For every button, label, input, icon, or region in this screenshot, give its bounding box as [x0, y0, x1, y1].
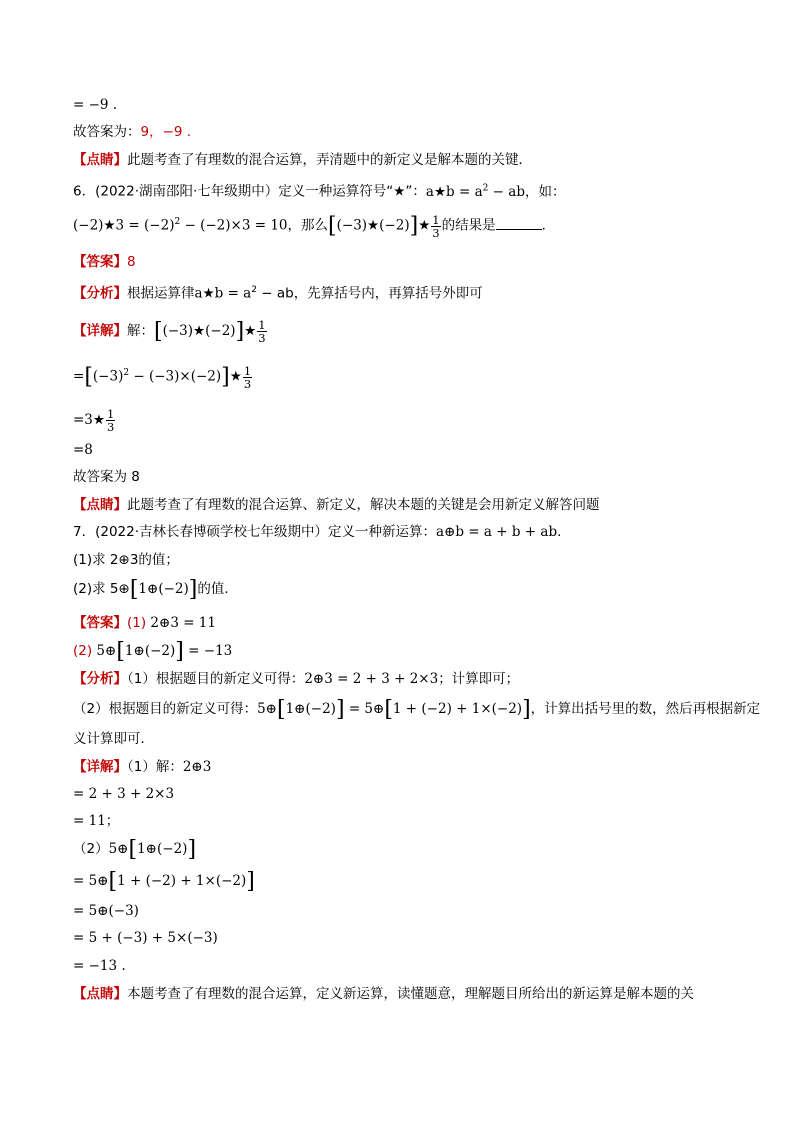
q7-detail-5: [73, 869, 754, 894]
q6-answer: [73, 253, 754, 271]
tag-dianjing: 【点睛】: [73, 152, 127, 168]
question-6-line-2: [73, 213, 754, 239]
q6-step-1: [73, 364, 754, 390]
superscript: 2: [174, 217, 181, 227]
tag-analysis: 【分析】: [73, 671, 127, 687]
denominator: 3: [258, 331, 266, 345]
q7-detail-8: = −13 .: [73, 958, 126, 974]
q6-final-answer: 故答案为 8: [73, 469, 140, 485]
analysis-text: − ab，先算括号内，再算括号外即可: [256, 285, 483, 302]
tag-answer: 【答案】: [73, 615, 127, 631]
expr: 1⊕(−2): [138, 581, 189, 597]
answer-expr: 2⊕3 = 11: [150, 615, 216, 631]
analysis-text: ，计算出括号里的数，然后再根据新定: [530, 701, 761, 717]
tag-dianjing: 【点睛】: [73, 497, 127, 513]
detail-text: 解：: [127, 323, 154, 339]
q7-detail-4: [73, 837, 754, 862]
fraction-one-third: [243, 365, 252, 390]
detail-text: （1）解：: [127, 759, 183, 775]
analysis-text: （2）根据题目的新定义可得：: [73, 701, 258, 717]
q7-part2-text: 的值．: [197, 581, 238, 597]
left-bracket: [: [277, 697, 286, 722]
tag-detail: 【详解】: [73, 323, 127, 339]
q6-def-part: a★b = a: [425, 183, 483, 200]
fraction-one-third: [106, 408, 115, 433]
q6-result-text: 的结果是: [441, 217, 496, 234]
left-bracket: [: [129, 577, 139, 602]
expr: (−3): [92, 368, 124, 385]
q6-def-part: − ab，如：: [488, 183, 566, 200]
answer-expr: 5⊕: [96, 643, 117, 659]
expr: (−3)★(−2): [162, 323, 236, 339]
q7-answer-2: [73, 639, 754, 664]
analysis-text: 根据运算律: [127, 285, 195, 302]
q7-comment: [73, 985, 754, 1003]
left-bracket: [: [154, 319, 163, 344]
q6-example: (−2)★3 = (−2): [73, 217, 175, 234]
q6-expression: (−3)★(−2): [336, 217, 410, 234]
left-bracket: [: [384, 697, 393, 722]
left-bracket: [: [84, 364, 93, 390]
comment-text: 此题考查了有理数的混合运算、新定义，解决本题的关键是会用新定义解答问题: [127, 497, 600, 513]
question-7-part-2: [73, 577, 754, 602]
expr: 1⊕(−2): [285, 701, 336, 717]
q7-text: 7．(2022·吉林长春博硕学校七年级期中）定义一种新运算：: [73, 524, 437, 540]
answer-value: 8: [127, 254, 136, 270]
left-bracket: [: [328, 213, 337, 239]
prev-final-answer: [73, 123, 754, 141]
expr: = 5⊕: [344, 701, 385, 717]
period: ．: [557, 524, 571, 540]
q7-detail-2: = 2 + 3 + 2×3: [73, 786, 175, 802]
numerator: 1: [107, 407, 115, 421]
q6-example: − (−2)×3 = 10，那么: [180, 217, 329, 234]
denominator: 3: [107, 420, 115, 434]
numerator: 1: [258, 318, 266, 332]
q7-analysis-2: [73, 697, 761, 722]
superscript: 2: [123, 368, 130, 378]
expr: 1⊕(−2): [137, 841, 188, 857]
q6-step-3: =8: [73, 442, 93, 458]
equals: =: [73, 368, 85, 385]
right-bracket: ]: [335, 697, 345, 722]
numerator: 1: [243, 363, 252, 378]
comment-text: 此题考查了有理数的混合运算，弄清题中的新定义是解本题的关键．: [127, 152, 532, 168]
left-bracket: [: [116, 639, 125, 664]
q7-analysis-1: [73, 670, 754, 688]
fraction-one-third: [431, 214, 440, 239]
right-bracket: ]: [175, 639, 184, 664]
answer-number: (1): [127, 615, 151, 631]
q6-comment: [73, 496, 754, 514]
numerator: 1: [432, 212, 440, 227]
q6-analysis: [73, 281, 754, 303]
q7-def: a⊕b = a + b + ab: [436, 524, 558, 540]
star-symbol: ★: [244, 323, 257, 339]
q7-part2-text: (2)求 5⊕: [73, 581, 130, 597]
answer-expr: = −13: [183, 643, 233, 659]
q6-step-2: [73, 408, 754, 433]
q7-detail-6: = 5⊕(−3): [73, 903, 139, 919]
denominator: 3: [243, 376, 252, 391]
expr: 5⊕: [108, 841, 129, 857]
q7-detail-1: [73, 758, 754, 776]
right-bracket: ]: [246, 869, 255, 894]
expr: 1 + (−2) + 1×(−2): [117, 873, 247, 889]
left-bracket: [: [128, 837, 138, 862]
detail-expression: [154, 318, 268, 345]
q6-def: [426, 184, 566, 200]
denominator: 3: [432, 225, 440, 240]
expr: = 5⊕: [73, 873, 109, 889]
q7-detail-7: = 5 + (−3) + 5×(−3): [73, 930, 218, 946]
expr: 5⊕: [257, 701, 277, 717]
question-6-line-1: [73, 179, 754, 201]
right-bracket: ]: [221, 364, 230, 390]
tag-answer: 【答案】: [73, 254, 127, 270]
fraction-one-third: [257, 319, 266, 344]
q6-text: 6．(2022·湖南邵阳·七年级期中）定义一种运算符号“★”：: [73, 183, 426, 200]
question-7-part-1: (1)求 2⊕3的值；: [73, 552, 179, 568]
analysis-formula: 2⊕3 = 2 + 3 + 2×3: [304, 671, 439, 687]
detail-text: （2）: [73, 841, 109, 857]
label: 故答案为：: [73, 124, 141, 140]
answer-value: 9，−9 .: [140, 124, 192, 140]
answer-expr: 1⊕(−2): [124, 643, 176, 659]
q6-detail-start: [73, 319, 754, 344]
comment-text: 本题考查了有理数的混合运算，定义新运算，读懂题意，理解题目所给出的新运算是解本题的关: [127, 986, 694, 1002]
tag-detail: 【详解】: [73, 759, 127, 775]
superscript: 2: [482, 183, 489, 193]
q7-analysis-3: 义计算即可．: [73, 731, 154, 747]
question-7-line-1: [73, 523, 754, 541]
prev-answer-line: = −9 .: [73, 97, 118, 113]
right-bracket: ]: [187, 837, 197, 862]
answer-blank: [496, 217, 542, 230]
right-bracket: ]: [522, 697, 531, 722]
answer-number: (2): [73, 643, 97, 659]
q7-detail-3: = 11；: [73, 813, 120, 829]
expr: 1 + (−2) + 1×(−2): [392, 701, 523, 717]
superscript: 2: [251, 285, 257, 295]
prev-comment: [73, 151, 754, 169]
expr: =3★: [73, 412, 106, 428]
expr: − (−3)×(−2): [129, 368, 222, 385]
tag-analysis: 【分析】: [73, 285, 127, 302]
analysis-formula: a★b = a: [194, 285, 252, 302]
right-bracket: ]: [188, 577, 198, 602]
q7-answer-1: [73, 614, 754, 632]
period: ．: [541, 217, 556, 234]
star-symbol: ★: [418, 217, 431, 234]
analysis-text: （1）根据题目的新定义可得：: [127, 671, 305, 687]
expr: 2⊕3: [182, 759, 212, 775]
right-bracket: ]: [235, 319, 245, 344]
left-bracket: [: [108, 869, 118, 894]
star-symbol: ★: [229, 368, 242, 385]
tag-dianjing: 【点睛】: [73, 986, 127, 1002]
analysis-text: ；计算即可；: [438, 671, 520, 687]
right-bracket: ]: [409, 213, 419, 239]
